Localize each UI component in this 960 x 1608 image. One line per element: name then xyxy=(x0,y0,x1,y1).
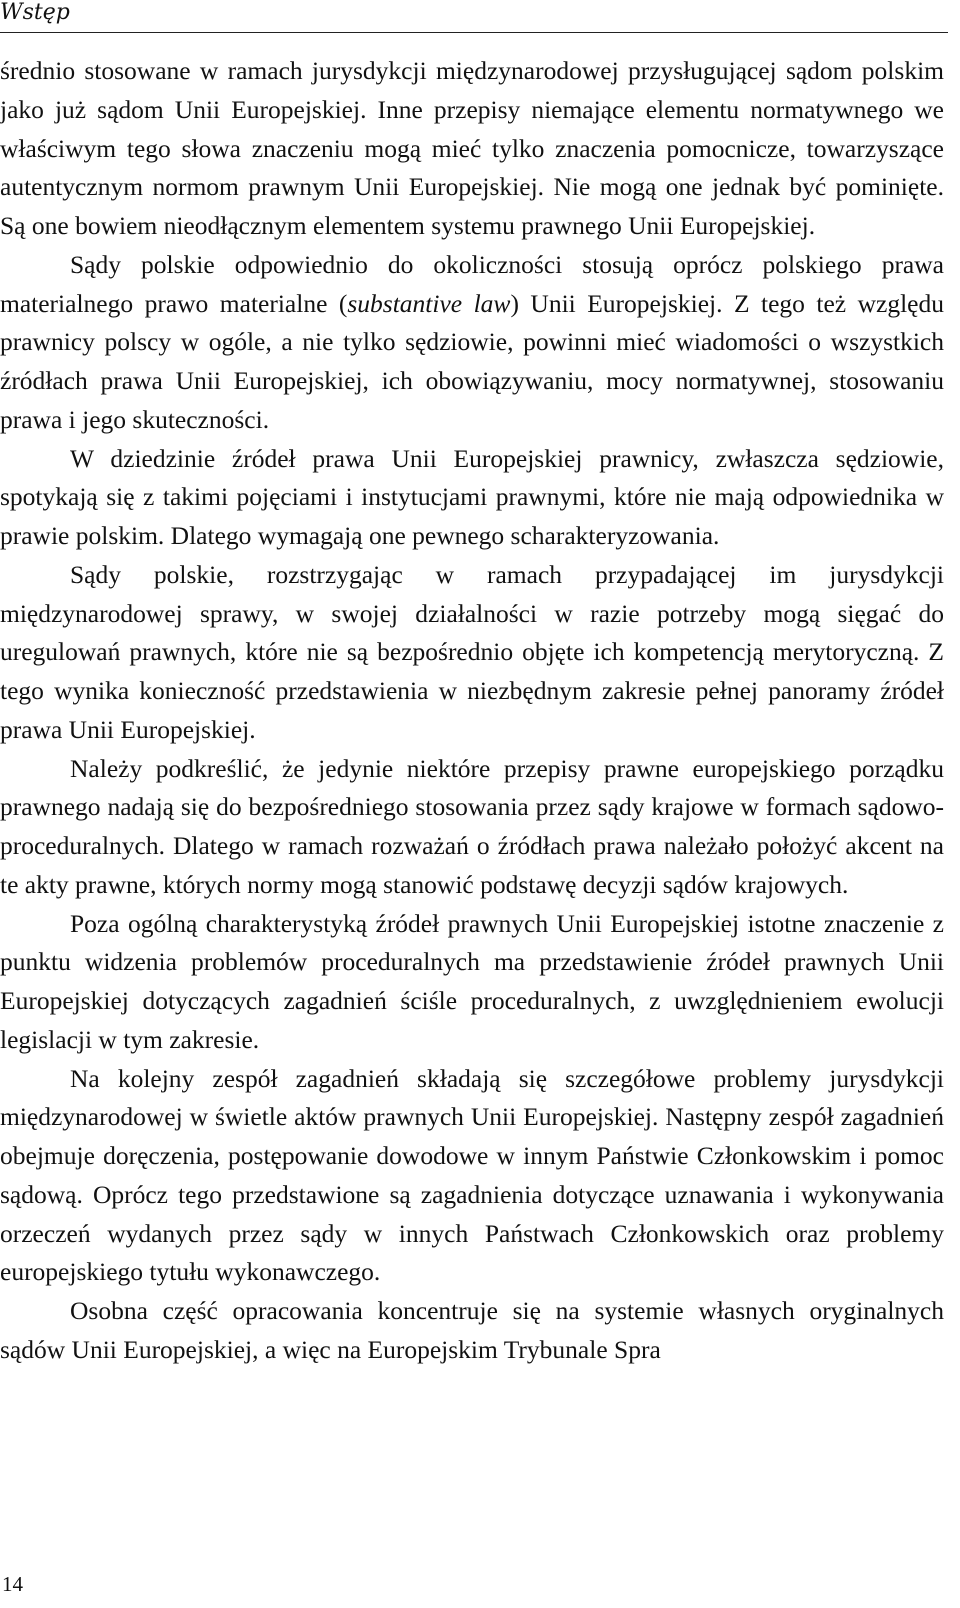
paragraph: Należy podkreślić, że jedynie niektóre przepisy prawne europejskiego porządku prawnego nadają się do bezpośredniego stosowania przez sądy krajowe w formach sądowo-proceduralnych. Dlatego w ramach rozważań o źródłach prawa należało położyć akcent na te akty prawne, których normy mogą stanowić podstawę decyzji sądów krajowych. xyxy=(0,753,944,899)
header-rule xyxy=(0,32,948,33)
paragraph xyxy=(0,246,944,440)
paragraph: Poza ogólną charakterystyką źródeł prawnych Unii Europejskiej istotne znaczenie z punktu widzenia problemów proceduralnych ma przedstawienie źródeł prawnych Unii Europejskiej dotyczących zagadnień ściśle proceduralnych, z uwzględnieniem ewolucji legislacji w tym zakresie. xyxy=(0,908,944,1054)
paragraph: Osobna część opracowania koncentruje się na systemie własnych oryginalnych sądów Unii Europejskiej, a więc na Europejskim Trybunale Spra xyxy=(0,1296,944,1364)
body-text xyxy=(0,52,944,1370)
paragraph-text: Sądy polskie odpowiednio do okoliczności stosują oprócz polskiego prawa materialnego prawo materialne ( xyxy=(0,249,944,318)
italic-term: substantive law xyxy=(347,288,511,318)
paragraph-continuation: średnio stosowane w ramach jurysdykcji międzynarodowej przysługującej sądom polskim jako już sądom Unii Europejskiej. Inne przepisy niemające elementu normatywnego we właściwym tego słowa znaczeniu mogą mieć tylko znaczenia pomocnicze, towarzyszące autentycznym normom prawnym Unii Europejskiej. Nie mogą one jednak być pominięte. Są one bowiem nieodłącznym elementem systemu prawnego Unii Europejskiej. xyxy=(0,56,944,240)
paragraph: Na kolejny zespół zagadnień składają się szczegółowe problemy jurysdykcji międzynarodowej w świetle aktów prawnych Unii Europejskiej. Następny zespół zagadnień obejmuje doręczenia, postępowanie dowodowe w innym Państwie Członkowskim i pomoc sądową. Oprócz tego przedstawione są zagadnienia dotyczące uznawania i wykonywania orzeczeń wydanych przez sądy w innych Państwach Członkowskich oraz problemy europejskiego tytułu wykonawczego. xyxy=(0,1063,944,1287)
running-header: Wstęp xyxy=(0,0,70,25)
page-number: 14 xyxy=(2,1572,23,1596)
paragraph: Sądy polskie, rozstrzygając w ramach przypadającej im jurysdykcji międzynarodowej sprawy, w swojej działalności w razie potrzeby mogą sięgać do uregulowań prawnych, które nie są bezpośrednio objęte ich kompetencją merytoryczną. Z tego wynika konieczność przedstawienia w niezbędnym zakresie pełnej panoramy źródeł prawa Unii Europejskiej. xyxy=(0,559,944,744)
paragraph: W dziedzinie źródeł prawa Unii Europejskiej prawnicy, zwłaszcza sędziowie, spotykają się z takimi pojęciami i instytucjami prawnymi, które nie mają odpowiednika w prawie polskim. Dlatego wymagają one pewnego scharakteryzowania. xyxy=(0,443,944,550)
paragraph-text: ) Unii Europejskiej. Z tego też względu prawnicy polscy w ogóle, a nie tylko sędziowie, powinni mieć wiadomości o wszystkich źródłach prawa Unii Europejskiej, ich obowiązywaniu, mocy normatywnej, stosowaniu prawa i jego skuteczności. xyxy=(0,288,944,434)
